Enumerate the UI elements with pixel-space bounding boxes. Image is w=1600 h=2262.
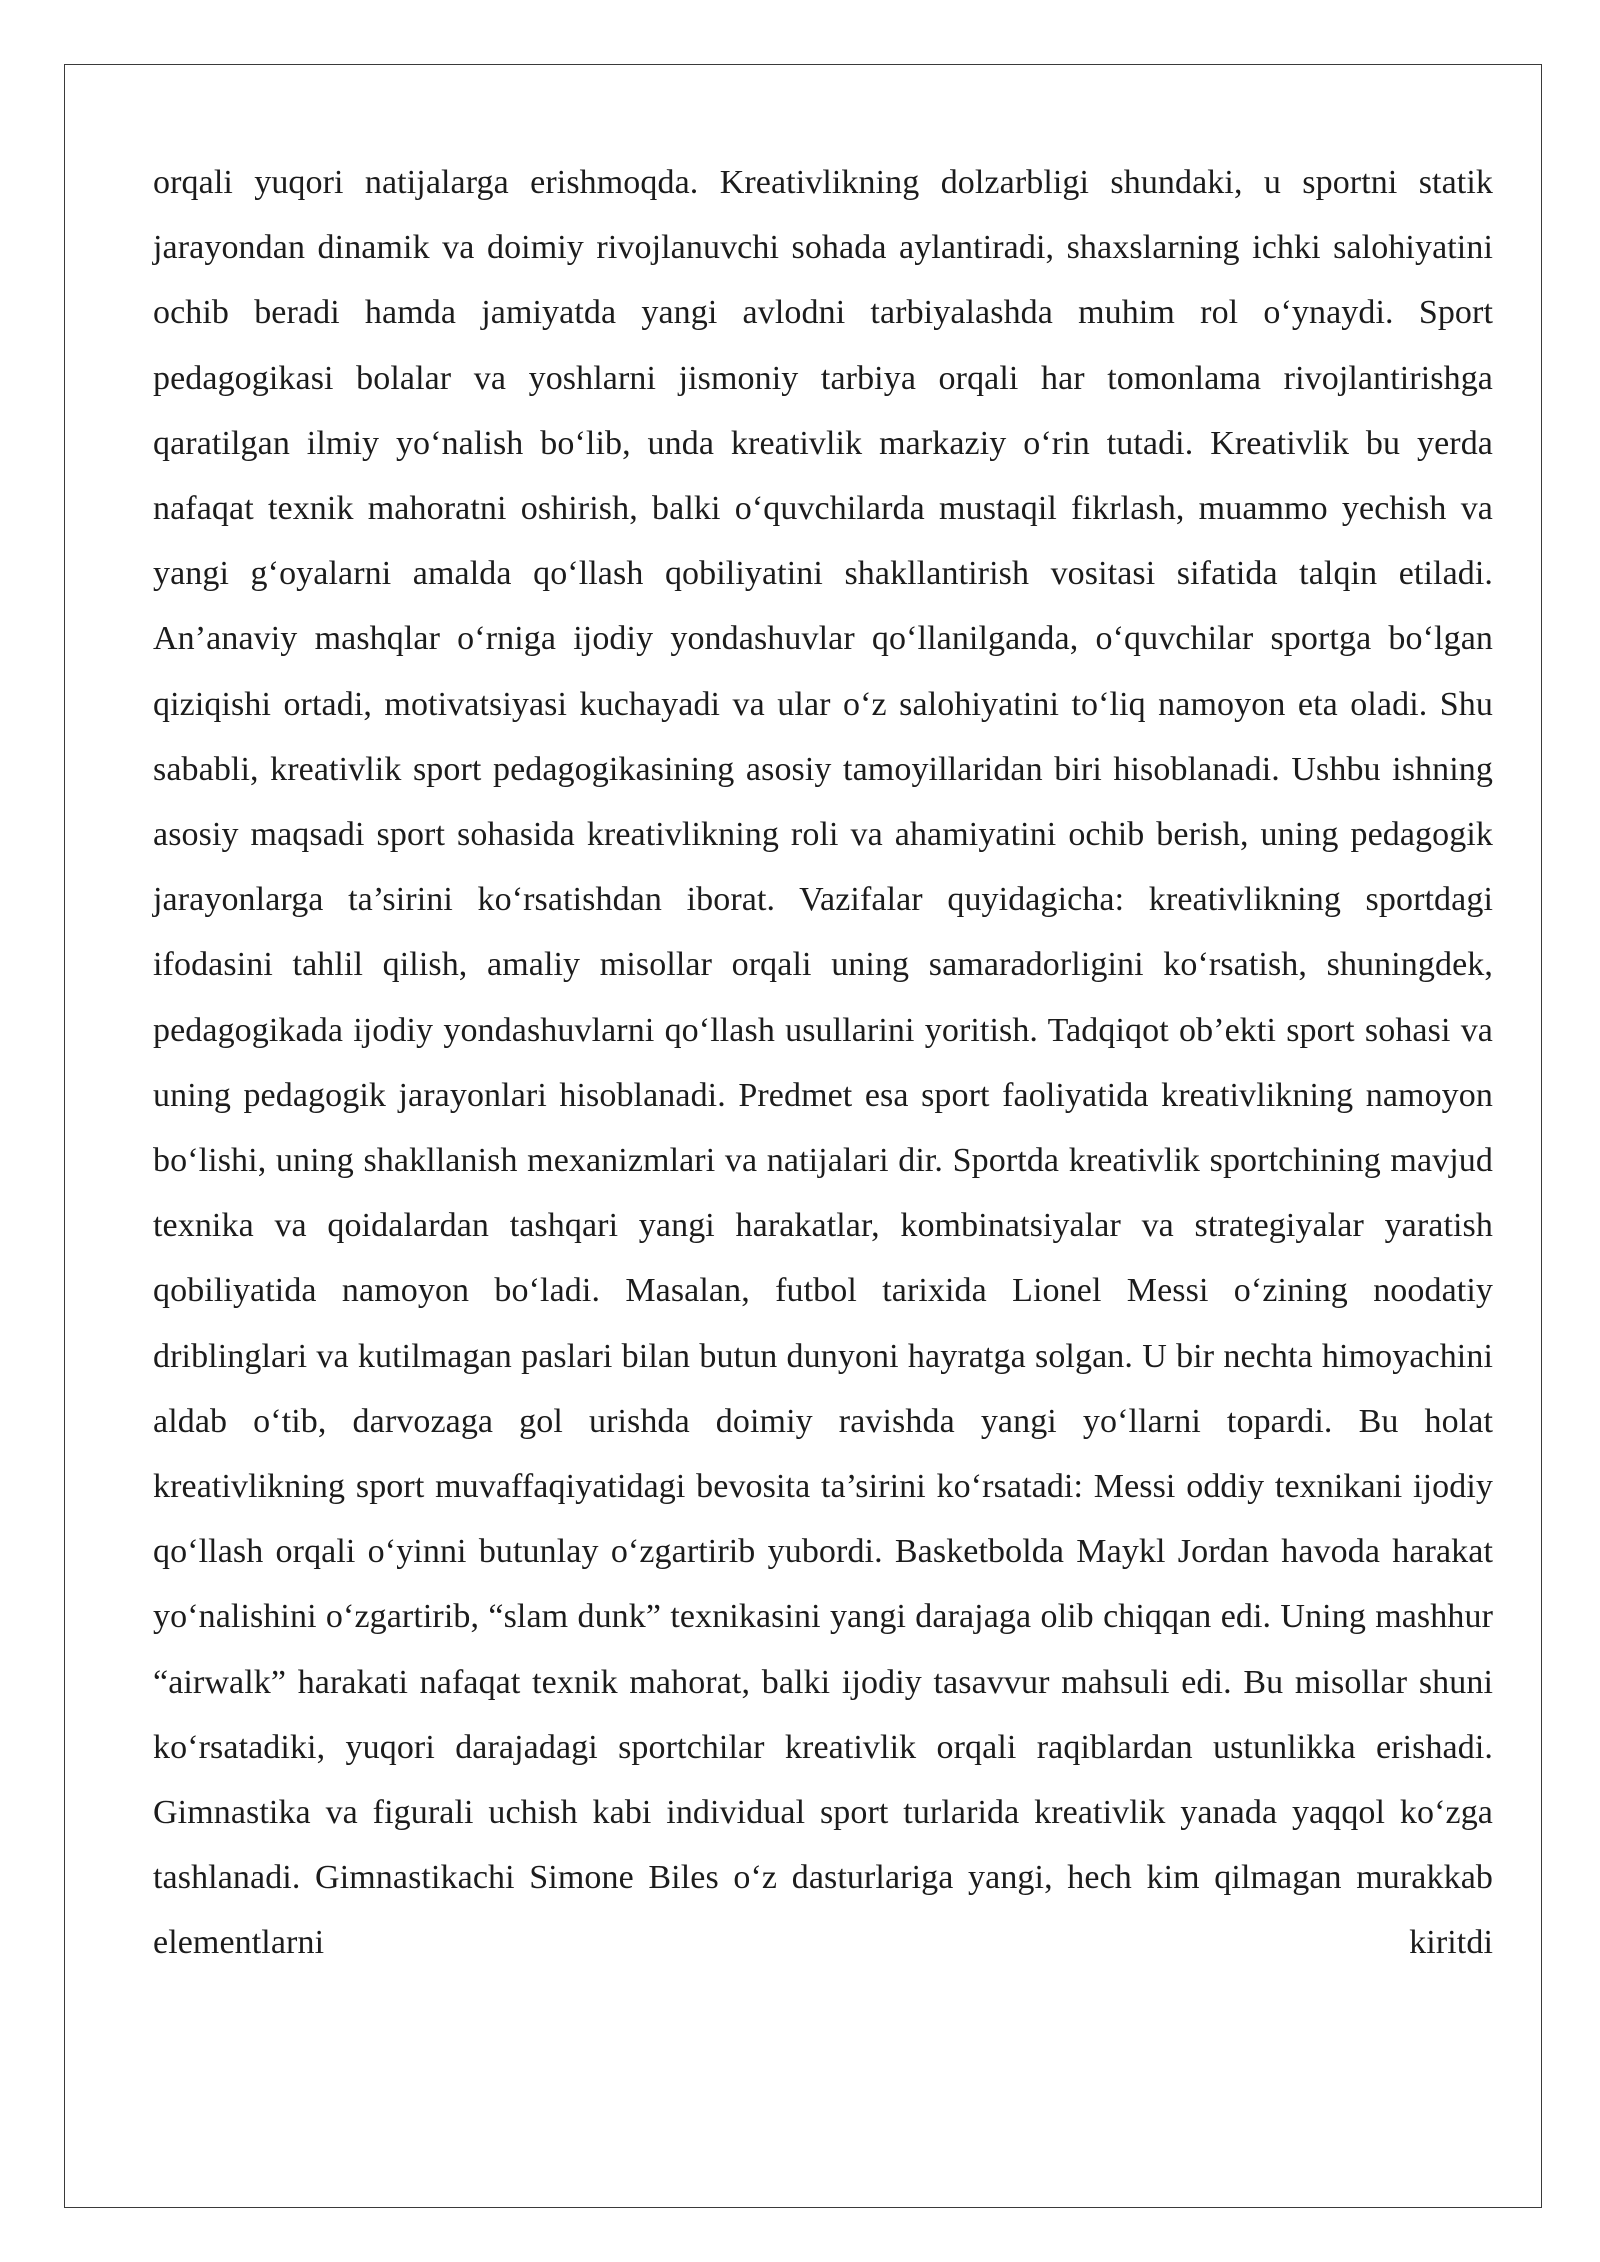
document-body <box>153 150 1493 1976</box>
body-paragraph: orqali yuqori natijalarga erishmoqda. Kreativlikning dolzarbligi shundaki, u sportni statik jarayondan dinamik va doimiy rivojlanuvchi sohada aylantiradi, shaxslarning ichki salohiyatini ochib beradi hamda jamiyatda yangi avlodni tarbiyalashda muhim rol o‘ynaydi. Sport pedagogikasi bolalar va yoshlarni jismoniy tarbiya orqali har tomonlama rivojlantirishga qaratilgan ilmiy yo‘nalish bo‘lib, unda kreativlik markaziy o‘rin tutadi. Kreativlik bu yerda nafaqat texnik mahoratni oshirish, balki o‘quvchilarda mustaqil fikrlash, muammo yechish va yangi g‘oyalarni amalda qo‘llash qobiliyatini shakllantirish vositasi sifatida talqin etiladi. An’anaviy mashqlar o‘rniga ijodiy yondashuvlar qo‘llanilganda, o‘quvchilar sportga bo‘lgan qiziqishi ortadi, motivatsiyasi kuchayadi va ular o‘z salohiyatini to‘liq namoyon eta oladi. Shu sababli, kreativlik sport pedagogikasining asosiy tamoyillaridan biri hisoblanadi. Ushbu ishning asosiy maqsadi sport sohasida kreativlikning roli va ahamiyatini ochib berish, uning pedagogik jarayonlarga ta’sirini ko‘rsatishdan iborat. Vazifalar quyidagicha: kreativlikning sportdagi ifodasini tahlil qilish, amaliy misollar orqali uning samaradorligini ko‘rsatish, shuningdek, pedagogikada ijodiy yondashuvlarni qo‘llash usullarini yoritish. Tadqiqot ob’ekti sport sohasi va uning pedagogik jarayonlari hisoblanadi. Predmet esa sport faoliyatida kreativlikning namoyon bo‘lishi, uning shakllanish mexanizmlari va natijalari dir. Sportda kreativlik sportchining mavjud texnika va qoidalardan tashqari yangi harakatlar, kombinatsiyalar va strategiyalar yaratish qobiliyatida namoyon bo‘ladi. Masalan, futbol tarixida Lionel Messi o‘zining noodatiy driblinglari va kutilmagan paslari bilan butun dunyoni hayratga solgan. U bir nechta himoyachini aldab o‘tib, darvozaga gol urishda doimiy ravishda yangi yo‘llarni topardi. Bu holat kreativlikning sport muvaffaqiyatidagi bevosita ta’sirini ko‘rsatadi: Messi oddiy texnikani ijodiy qo‘llash orqali o‘yinni butunlay o‘zgartirib yubordi. Basketbolda Maykl Jordan havoda harakat yo‘nalishini o‘zgartirib, “slam dunk” texnikasini yangi darajaga olib chiqqan edi. Uning mashhur “airwalk” harakati nafaqat texnik mahorat, balki ijodiy tasavvur mahsuli edi. Bu misollar shuni ko‘rsatadiki, yuqori darajadagi sportchilar kreativlik orqali raqiblardan ustunlikka erishadi. Gimnastika va figurali uchish kabi individual sport turlarida kreativlik yanada yaqqol ko‘zga tashlanadi. Gimnastikachi Simone Biles o‘z dasturlariga yangi, hech kim qilmagan murakkab elementlarni kiritdi <box>153 164 1493 1962</box>
